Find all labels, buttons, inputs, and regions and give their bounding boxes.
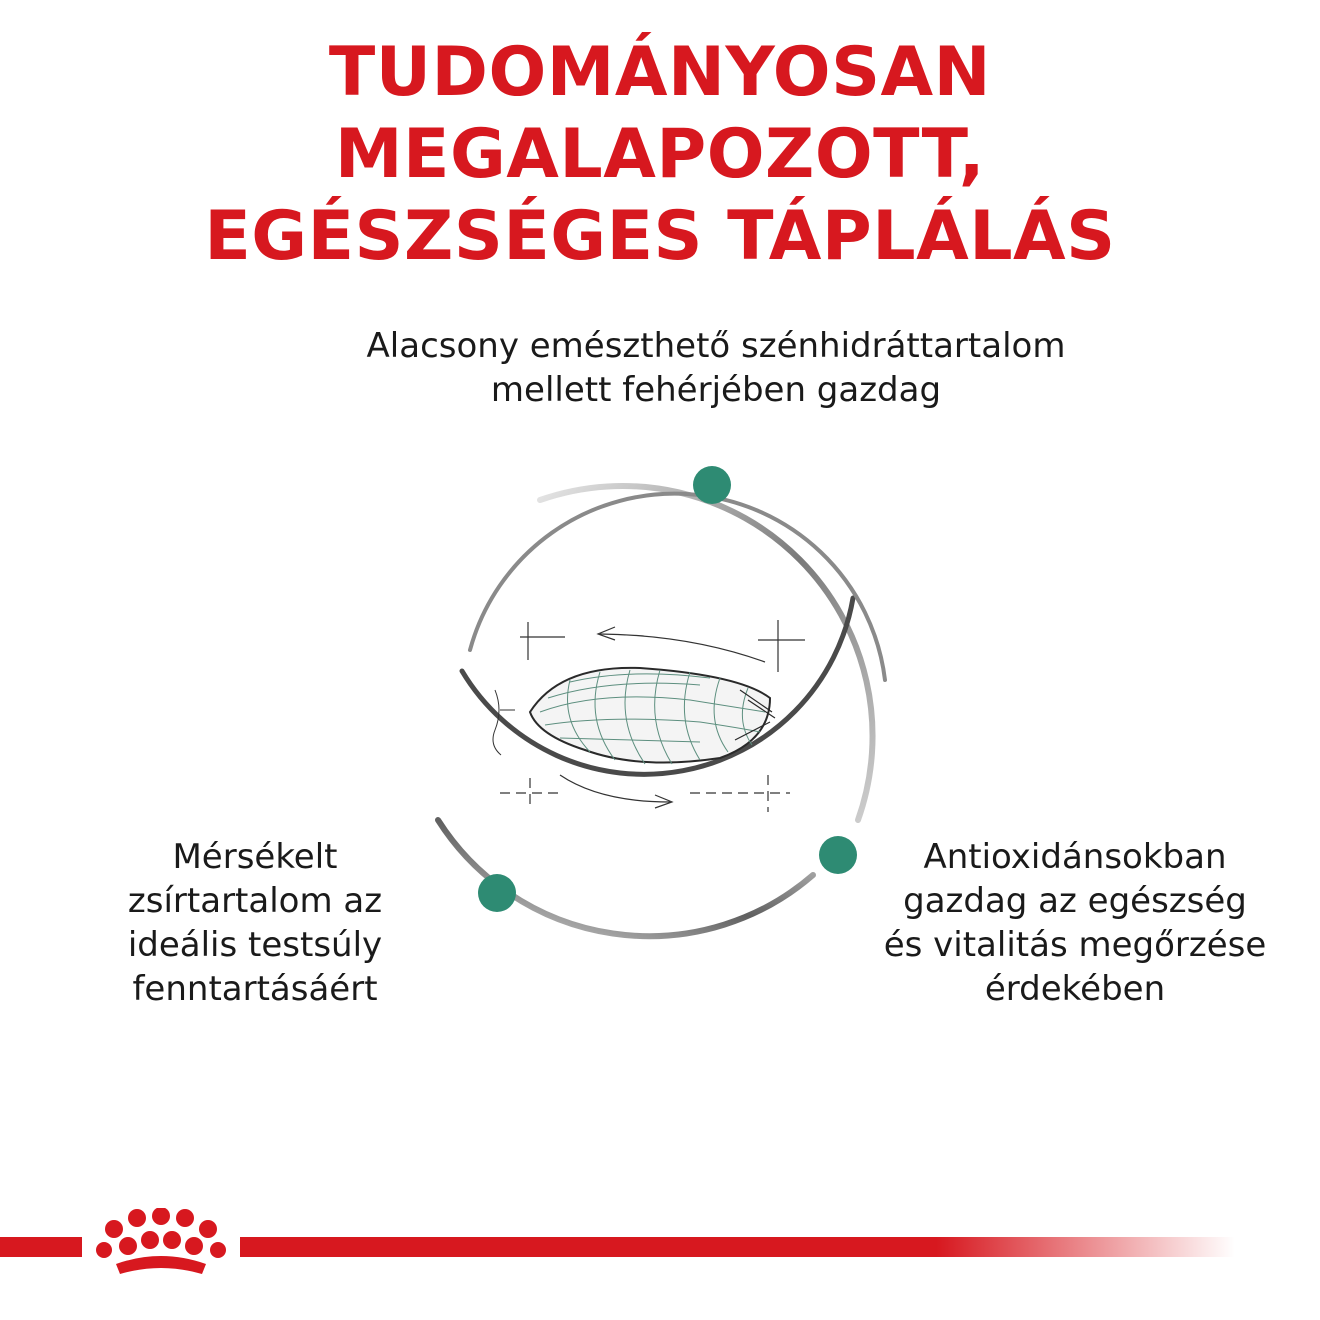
benefit-marker-left [478,874,516,912]
benefit-fat-line-3: ideális testsúly [127,925,383,965]
benefit-antioxidants-line-3: és vitalitás megőrzése [883,925,1267,965]
benefit-antioxidants-line-4: érdekében [984,969,1166,1009]
benefit-fat-line-2: zsírtartalom az [127,881,383,921]
kibble-sketch-icon [493,620,805,812]
page-title [0,32,1320,278]
benefit-protein-line-2: mellett fehérjében gazdag [490,370,942,410]
benefit-antioxidants [860,835,1290,1011]
benefit-fat [95,835,415,1011]
benefit-antioxidants-line-1: Antioxidánsokban [923,837,1227,877]
benefit-marker-top [693,466,731,504]
footer-stripe-left [0,1237,82,1257]
benefit-protein [316,324,1116,412]
benefit-antioxidants-line-2: gazdag az egészség [903,881,1247,921]
benefit-marker-right [819,836,857,874]
title-line-2: EGÉSZSÉGES TÁPLÁLÁS [204,197,1116,276]
royal-canin-crown-logo [92,1208,230,1286]
benefit-fat-line-1: Mérsékelt [172,837,338,877]
benefit-protein-line-1: Alacsony emészthető szénhidráttartalom [366,326,1066,366]
title-line-1: TUDOMÁNYOSAN MEGALAPOZOTT, [328,33,992,194]
footer-stripe-right [240,1237,1235,1257]
benefit-fat-line-4: fenntartásáért [132,969,378,1009]
benefit-diagram [420,440,900,960]
